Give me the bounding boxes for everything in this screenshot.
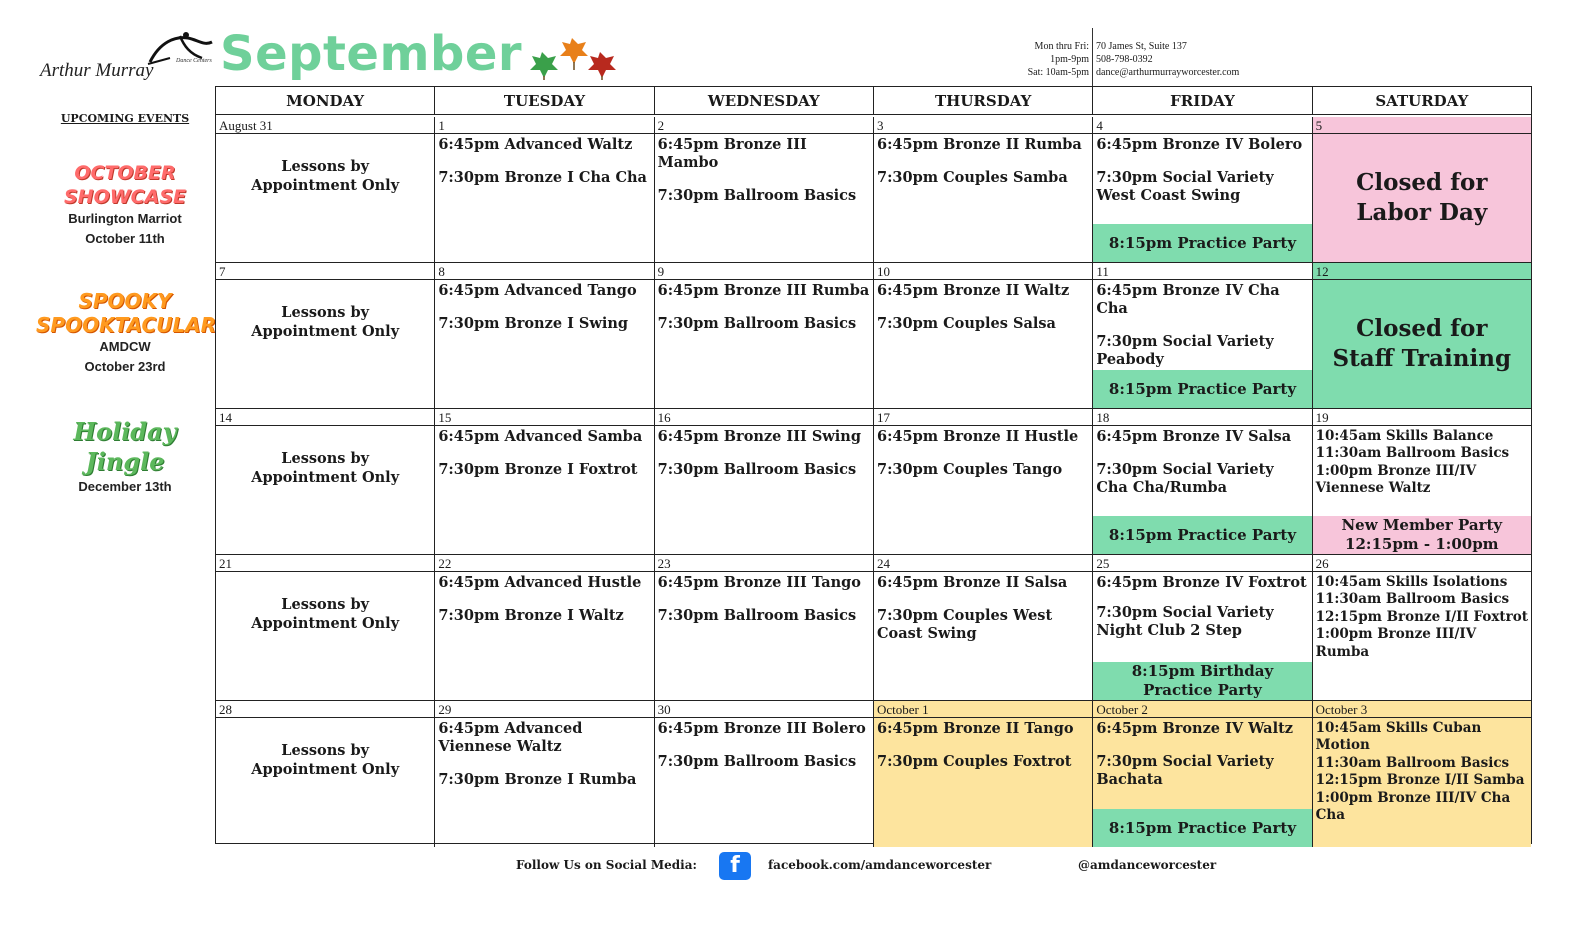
week-row-5 — [216, 701, 1531, 847]
class-2: 7:30pm Bronze I Waltz — [438, 606, 624, 624]
calendar-grid — [215, 86, 1532, 844]
arthur-murray-logo — [40, 32, 215, 84]
follow-label: Follow Us on Social Media: — [516, 858, 697, 872]
class-1: 6:45pm Advanced Waltz — [438, 135, 633, 153]
day-number: 16 — [655, 409, 873, 426]
day-cell-saturday — [1313, 117, 1531, 262]
lessons-note — [216, 157, 434, 195]
lessons-line-2: Appointment Only — [251, 614, 400, 632]
class-1: 6:45pm Bronze II Salsa — [876, 573, 1068, 591]
class-2: 7:30pm Couples Samba — [876, 168, 1068, 186]
class-2: 7:30pm Couples West Coast Swing — [876, 606, 1053, 642]
week-row-4 — [216, 555, 1531, 701]
class-2: 7:30pm Ballroom Basics — [657, 460, 857, 478]
weekday-friday: FRIDAY — [1093, 87, 1312, 114]
class-1: 6:45pm Bronze III Mambo — [657, 135, 807, 171]
facebook-icon[interactable]: f — [719, 852, 751, 880]
day-cell-wednesday — [655, 555, 874, 700]
class-1: 6:45pm Advanced Samba — [438, 427, 643, 445]
week-row-3 — [216, 409, 1531, 555]
day-number: October 3 — [1313, 701, 1531, 718]
day-cell-friday — [1093, 555, 1312, 700]
autumn-leaves-icon — [526, 34, 622, 80]
day-number: 19 — [1313, 409, 1531, 426]
class-1: 6:45pm Advanced Hustle — [438, 573, 642, 591]
weekday-saturday: SATURDAY — [1375, 92, 1469, 110]
day-number: 30 — [655, 701, 873, 718]
day-number: 24 — [874, 555, 1092, 572]
day-cell-wednesday — [655, 701, 874, 847]
day-cell-saturday — [1313, 409, 1531, 554]
class-1: 6:45pm Bronze III Bolero — [657, 719, 866, 737]
month-title: September — [220, 26, 523, 82]
day-number: 29 — [435, 701, 653, 718]
day-cell-saturday — [1313, 701, 1531, 847]
lessons-line-1: Lessons by — [281, 303, 370, 321]
day-number: 2 — [655, 117, 873, 134]
class-2: 7:30pm Bronze I Foxtrot — [438, 460, 638, 478]
day-cell-monday — [216, 263, 435, 408]
day-number: August 31 — [216, 117, 434, 134]
day-cell-thursday — [874, 117, 1093, 262]
address: 70 James St, Suite 137 — [1096, 41, 1187, 52]
day-cell-friday — [1093, 117, 1312, 262]
day-cell-friday — [1093, 701, 1312, 847]
weekday-thursday: THURSDAY — [874, 87, 1093, 114]
class-1: 6:45pm Advanced Tango — [438, 281, 637, 299]
class-2: 11:30am Ballroom Basics — [1315, 591, 1510, 607]
lessons-note — [216, 449, 434, 487]
day-cell-tuesday — [435, 701, 654, 847]
logo-subtext: Dance Centers — [176, 58, 212, 64]
weekday-wednesday: WEDNESDAY — [655, 87, 874, 114]
closed-line-2: Labor Day — [1356, 198, 1488, 226]
day-cell-thursday — [874, 263, 1093, 408]
day-cell-thursday — [874, 701, 1093, 847]
party-line-2: Practice Party — [1143, 680, 1262, 699]
class-1: 6:45pm Bronze III Tango — [657, 573, 861, 591]
week-row-2 — [216, 263, 1531, 409]
class-1: 6:45pm Bronze III Rumba — [657, 281, 870, 299]
day-number: 7 — [216, 263, 434, 280]
class-3: 12:15pm Bronze I/II Foxtrot — [1315, 608, 1528, 625]
day-number: 4 — [1093, 117, 1311, 134]
class-2: 7:30pm Ballroom Basics — [657, 314, 857, 332]
birthday-practice-party-banner — [1093, 662, 1311, 700]
day-number: 26 — [1313, 555, 1531, 572]
day-cell-monday — [216, 117, 435, 262]
class-1: 6:45pm Bronze II Waltz — [876, 281, 1070, 299]
lessons-note — [216, 595, 434, 633]
class-2: 7:30pm Bronze I Swing — [438, 314, 629, 332]
lessons-note — [216, 741, 434, 779]
class-2: 7:30pm Ballroom Basics — [657, 186, 857, 204]
class-1: 6:45pm Bronze IV Foxtrot — [1096, 573, 1307, 591]
hours-line-3: Sat: 10am-5pm — [1027, 67, 1089, 78]
practice-party-banner: 8:15pm Practice Party — [1093, 370, 1311, 408]
day-cell-friday — [1093, 263, 1312, 408]
class-2: 7:30pm Social Variety Bachata — [1096, 752, 1274, 788]
day-number: 25 — [1093, 555, 1311, 572]
contact-info — [1096, 40, 1239, 79]
class-3: 1:00pm Bronze III/IV Viennese Waltz — [1315, 462, 1477, 496]
event-date: December 13th — [78, 479, 172, 494]
email[interactable]: dance@arthurmurrayworcester.com — [1096, 67, 1240, 78]
day-number: 9 — [655, 263, 873, 280]
new-member-party-banner — [1313, 516, 1531, 554]
class-1: 10:45am Skills Balance — [1315, 427, 1494, 444]
hours-line-1: Mon thru Fri: — [1034, 41, 1089, 52]
day-number: October 2 — [1093, 701, 1311, 718]
class-2: 7:30pm Social Variety Night Club 2 Step — [1096, 603, 1274, 639]
hours-line-2: 1pm-9pm — [1050, 54, 1089, 65]
day-cell-tuesday — [435, 263, 654, 408]
day-number: 21 — [216, 555, 434, 572]
closed-line-1: Closed for — [1356, 314, 1488, 342]
closed-line-1: Closed for — [1356, 168, 1488, 196]
class-2: 7:30pm Couples Tango — [876, 460, 1063, 478]
day-cell-friday — [1093, 409, 1312, 554]
week-row-1 — [216, 117, 1531, 263]
class-2: 7:30pm Ballroom Basics — [657, 752, 857, 770]
event-date: October 23rd — [84, 359, 166, 374]
day-number: 3 — [874, 117, 1092, 134]
event-spooky-spooktacular — [36, 289, 217, 377]
event-title-line-1: OCTOBER — [74, 162, 176, 184]
instagram-handle[interactable]: @amdanceworcester — [1078, 858, 1217, 872]
class-2: 11:30am Ballroom Basics — [1315, 445, 1510, 461]
closed-line-2: Staff Training — [1332, 344, 1512, 372]
class-1: 6:45pm Bronze III Swing — [657, 427, 861, 445]
class-2: 7:30pm Bronze I Rumba — [438, 770, 637, 788]
day-number: 12 — [1313, 263, 1531, 280]
class-1: 6:45pm Bronze IV Bolero — [1096, 135, 1303, 153]
lessons-line-2: Appointment Only — [251, 760, 400, 778]
class-1: 6:45pm Bronze II Hustle — [876, 427, 1079, 445]
day-cell-wednesday — [655, 263, 874, 408]
facebook-link[interactable]: facebook.com/amdanceworcester — [768, 858, 992, 872]
day-cell-tuesday — [435, 555, 654, 700]
party-line-1: 8:15pm Birthday — [1131, 661, 1274, 680]
upcoming-events-heading: UPCOMING EVENTS — [60, 112, 190, 125]
class-3: 12:15pm Bronze I/II Samba — [1315, 772, 1525, 788]
closed-notice — [1313, 134, 1531, 262]
day-number: 1 — [435, 117, 653, 134]
lessons-note — [216, 303, 434, 341]
event-holiday-jingle — [36, 417, 214, 497]
class-1: 6:45pm Bronze II Tango — [876, 719, 1074, 737]
class-1: 6:45pm Bronze IV Salsa — [1096, 427, 1292, 445]
weekday-monday: MONDAY — [216, 87, 435, 114]
day-number: 23 — [655, 555, 873, 572]
phone: 508-798-0392 — [1096, 54, 1153, 65]
event-title-line-2: SHOWCASE — [63, 186, 186, 208]
class-1: 6:45pm Bronze IV Cha Cha — [1096, 281, 1280, 317]
event-title-line-1: Holiday — [73, 417, 177, 446]
day-number: 8 — [435, 263, 653, 280]
day-cell-monday — [216, 409, 435, 554]
day-cell-wednesday — [655, 409, 874, 554]
event-title-line-2: SPOOKTACULAR — [36, 313, 217, 337]
day-cell-thursday — [874, 409, 1093, 554]
practice-party-banner: 8:15pm Practice Party — [1093, 516, 1311, 554]
day-number: October 1 — [874, 701, 1092, 718]
day-cell-saturday — [1313, 263, 1531, 408]
class-2: 7:30pm Couples Salsa — [876, 314, 1056, 332]
event-date: October 11th — [85, 231, 165, 246]
class-2: 7:30pm Ballroom Basics — [657, 606, 857, 624]
lessons-line-1: Lessons by — [281, 595, 370, 613]
class-1: 10:45am Skills Cuban Motion — [1315, 719, 1482, 753]
class-4: 1:00pm Bronze III/IV Rumba — [1315, 626, 1477, 660]
event-title-line-2: Jingle — [85, 447, 165, 476]
class-1: 10:45am Skills Isolations — [1315, 573, 1508, 590]
weekday-tuesday: TUESDAY — [435, 87, 654, 114]
event-title-line-1: SPOOKY — [78, 289, 172, 313]
day-cell-monday — [216, 555, 435, 700]
class-2: 7:30pm Bronze I Cha Cha — [438, 168, 647, 186]
day-cell-tuesday — [435, 117, 654, 262]
class-2: 7:30pm Social Variety Peabody — [1096, 332, 1274, 368]
day-cell-saturday — [1313, 555, 1531, 700]
lessons-line-2: Appointment Only — [251, 322, 400, 340]
day-cell-monday — [216, 701, 435, 847]
party-line-2: 12:15pm - 1:00pm — [1345, 534, 1499, 553]
upcoming-events-sidebar — [36, 112, 217, 537]
day-number: 5 — [1313, 117, 1531, 134]
class-2: 11:30am Ballroom Basics — [1315, 754, 1510, 771]
event-october-showcase — [36, 161, 214, 249]
day-number: 18 — [1093, 409, 1311, 426]
class-2: 7:30pm Couples Foxtrot — [876, 752, 1072, 770]
day-cell-wednesday — [655, 117, 874, 262]
day-number: 28 — [216, 701, 434, 718]
day-number: 14 — [216, 409, 434, 426]
practice-party-banner: 8:15pm Practice Party — [1093, 809, 1311, 847]
social-footer — [0, 852, 1573, 882]
class-2: 7:30pm Social Variety Cha Cha/Rumba — [1096, 460, 1274, 496]
closed-notice — [1313, 280, 1531, 408]
day-cell-thursday — [874, 555, 1093, 700]
party-line-1: New Member Party — [1341, 515, 1503, 534]
lessons-line-1: Lessons by — [281, 449, 370, 467]
day-number: 22 — [435, 555, 653, 572]
day-number: 10 — [874, 263, 1092, 280]
business-hours — [1028, 40, 1089, 79]
lessons-line-1: Lessons by — [281, 157, 370, 175]
lessons-line-1: Lessons by — [281, 741, 370, 759]
day-number: 17 — [874, 409, 1092, 426]
class-2: 7:30pm Social Variety West Coast Swing — [1096, 168, 1274, 204]
lessons-line-2: Appointment Only — [251, 176, 400, 194]
day-number: 15 — [435, 409, 653, 426]
class-1: 6:45pm Bronze IV Waltz — [1096, 719, 1294, 737]
day-number: 11 — [1093, 263, 1311, 280]
class-1: 6:45pm Advanced Viennese Waltz — [438, 719, 583, 755]
event-location: Burlington Marriot — [68, 211, 182, 226]
contact-divider — [1092, 28, 1093, 88]
lessons-line-2: Appointment Only — [251, 468, 400, 486]
weekday-header-row — [216, 87, 1531, 115]
event-location: AMDCW — [99, 339, 151, 354]
class-1: 6:45pm Bronze II Rumba — [876, 135, 1082, 153]
practice-party-banner: 8:15pm Practice Party — [1093, 224, 1311, 262]
logo-text: Arthur Murray — [40, 60, 154, 81]
day-cell-tuesday — [435, 409, 654, 554]
class-4: 1:00pm Bronze III/IV Cha Cha — [1315, 789, 1511, 823]
